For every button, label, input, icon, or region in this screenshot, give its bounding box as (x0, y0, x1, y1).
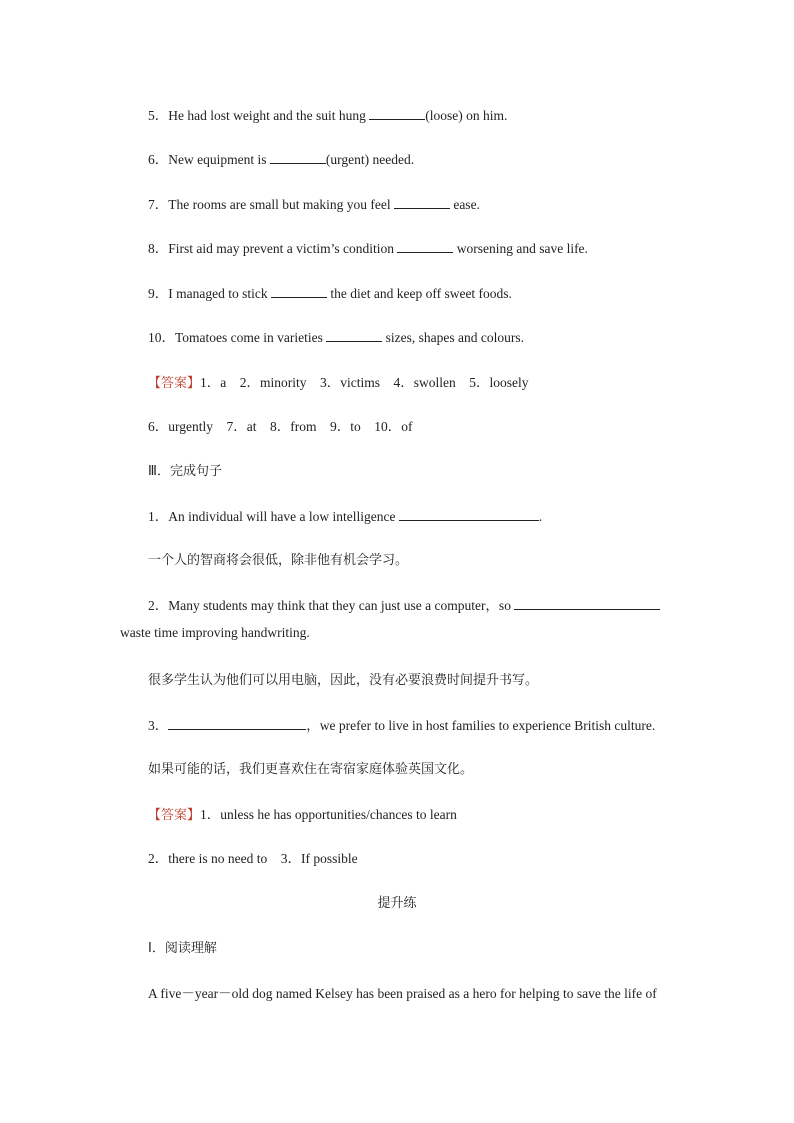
sentence-1: 1．An individual will have a low intelligence . (148, 509, 543, 524)
section-title: 提升练 (377, 896, 417, 911)
answer-blank (399, 508, 539, 521)
sentence-1-translation: 一个人的智商将会很低，除非他有机会学习。 (148, 553, 409, 568)
reading-heading: Ⅰ．阅读理解 (148, 941, 217, 956)
answer-blank (394, 196, 450, 209)
answer-tag: 【答案】 (148, 808, 201, 823)
answer-blank (270, 151, 326, 164)
question-10: 10．Tomatoes come in varieties sizes, shapes and colours. (148, 330, 524, 345)
question-8: 8．First aid may prevent a victim’s condition worsening and save life. (148, 241, 588, 256)
answer-blank (168, 717, 306, 730)
answer-key-2-line1: 【答案】1．a 2．minority 3．victims 4．swollen 5．loosely (148, 375, 529, 391)
answer-key-3-line2: 2．there is no need to 3．If possible (148, 851, 358, 866)
answer-blank (369, 107, 425, 120)
answer-blank (271, 285, 327, 298)
sentence-2: 2．Many students may think that they can just use a computer，so (148, 594, 660, 614)
answer-blank (514, 597, 660, 610)
answer-key-2-line2: 6．urgently 7．at 8．from 9．to 10．of (148, 419, 413, 434)
sentence-3-translation: 如果可能的话，我们更喜欢住在寄宿家庭体验英国文化。 (148, 762, 474, 777)
sentence-3: 3． ，we prefer to live in host families to experience British culture. (148, 718, 656, 733)
question-7: 7．The rooms are small but making you feel ease. (148, 197, 480, 212)
section-heading-3: Ⅲ．完成句子 (148, 464, 222, 479)
question-6: 6．New equipment is (urgent) needed. (148, 152, 415, 167)
answer-key-3-line1: 【答案】1．unless he has opportunities/chances to learn (148, 807, 457, 823)
sentence-2-continuation: waste time improving handwriting. (120, 625, 310, 640)
question-9: 9．I managed to stick the diet and keep off sweet foods. (148, 286, 512, 301)
reading-passage: A five－year－old dog named Kelsey has been praised as a hero for helping to save the life of (148, 986, 657, 1001)
answer-blank (326, 329, 382, 342)
answer-tag: 【答案】 (148, 376, 201, 391)
question-5: 5．He had lost weight and the suit hung (loose) on him. (148, 108, 508, 123)
sentence-2-translation: 很多学生认为他们可以用电脑，因此，没有必要浪费时间提升书写。 (148, 673, 539, 688)
answer-blank (397, 240, 453, 253)
